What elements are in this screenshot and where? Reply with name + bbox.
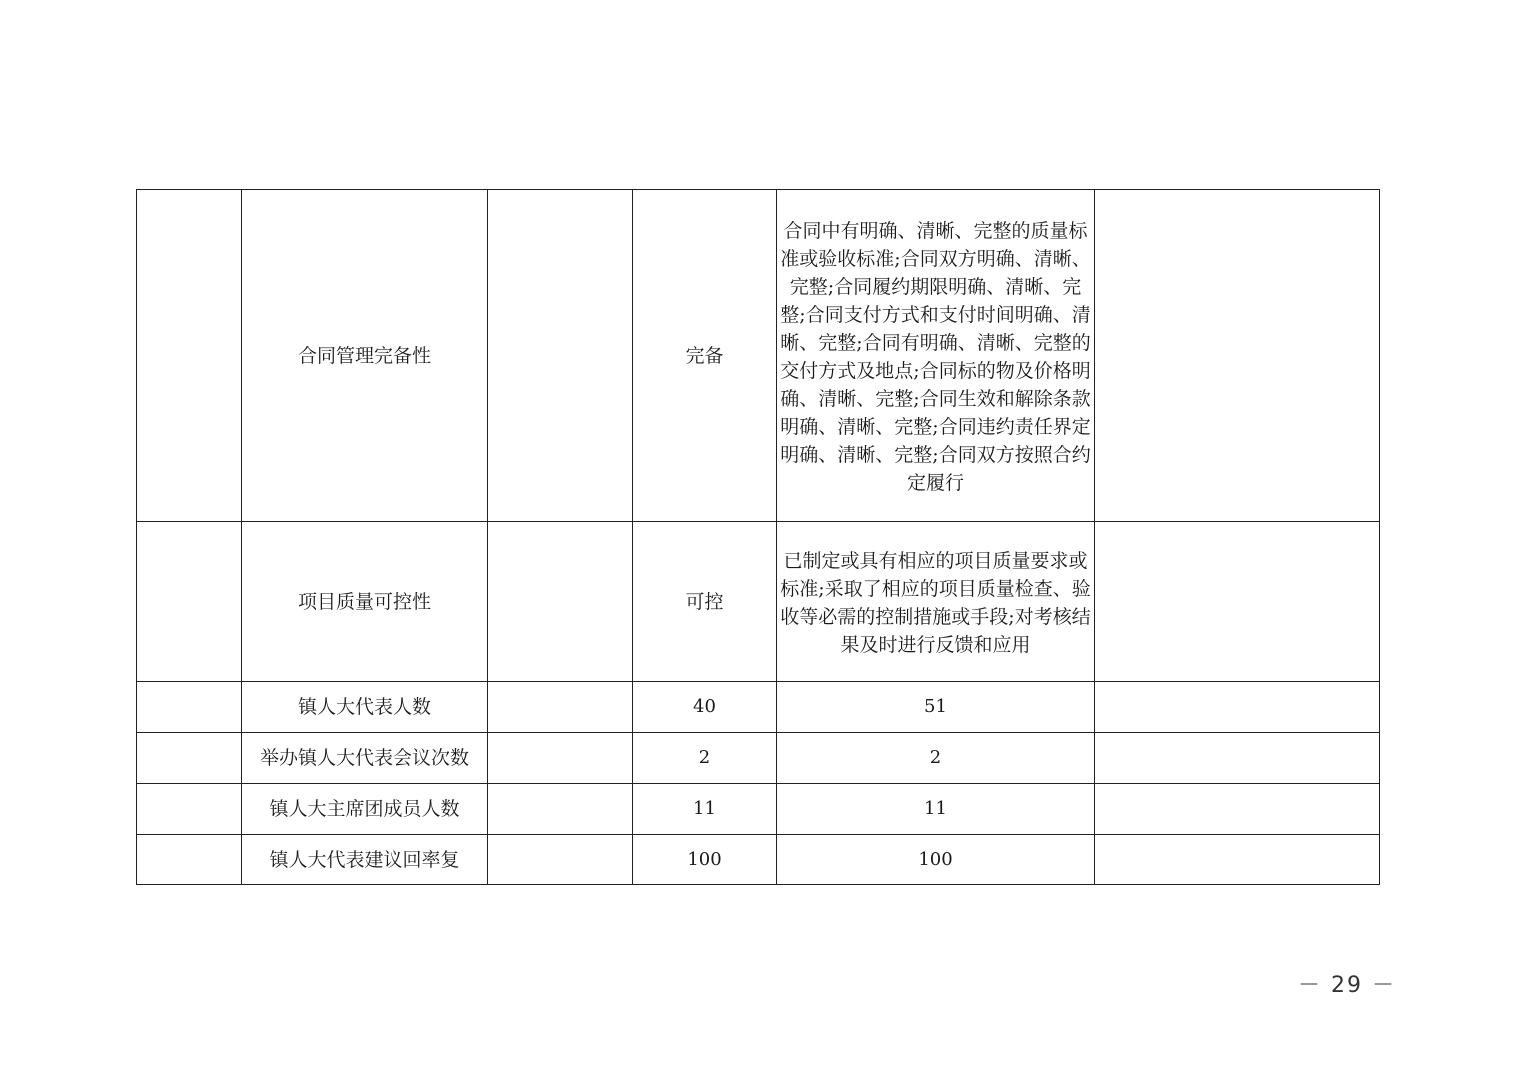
table-row xyxy=(137,522,1380,682)
category-cell xyxy=(137,682,242,733)
blank-cell xyxy=(488,733,633,784)
blank-cell xyxy=(488,190,633,522)
page-number: － 29 － xyxy=(1298,973,1396,998)
indicator-cell: 镇人大代表人数 xyxy=(242,682,488,733)
category-cell xyxy=(137,522,242,682)
note-cell xyxy=(1095,733,1380,784)
target-value-cell: 完备 xyxy=(633,190,777,522)
table-row xyxy=(137,733,1380,784)
note-cell xyxy=(1095,835,1380,885)
category-cell xyxy=(137,733,242,784)
target-value-cell: 40 xyxy=(633,682,777,733)
indicator-cell: 合同管理完备性 xyxy=(242,190,488,522)
category-cell xyxy=(137,835,242,885)
actual-value-cell: 已制定或具有相应的项目质量要求或标准;采取了相应的项目质量检查、验收等必需的控制措施或手段;对考核结果及时进行反馈和应用 xyxy=(777,522,1095,682)
target-value-cell: 2 xyxy=(633,733,777,784)
actual-value-cell: 2 xyxy=(777,733,1095,784)
indicator-cell: 镇人大代表建议回率复 xyxy=(242,835,488,885)
table-row xyxy=(137,190,1380,522)
actual-value-cell: 11 xyxy=(777,784,1095,835)
indicator-cell: 项目质量可控性 xyxy=(242,522,488,682)
actual-value-cell: 100 xyxy=(777,835,1095,885)
note-cell xyxy=(1095,190,1380,522)
indicator-table xyxy=(136,189,1380,885)
indicator-cell: 举办镇人大代表会议次数 xyxy=(242,733,488,784)
note-cell xyxy=(1095,522,1380,682)
blank-cell xyxy=(488,784,633,835)
target-value-cell: 11 xyxy=(633,784,777,835)
blank-cell xyxy=(488,522,633,682)
table-row xyxy=(137,784,1380,835)
table-row xyxy=(137,835,1380,885)
table-row xyxy=(137,682,1380,733)
note-cell xyxy=(1095,682,1380,733)
actual-value-cell: 合同中有明确、清晰、完整的质量标准或验收标准;合同双方明确、清晰、完整;合同履约期限明确、清晰、完整;合同支付方式和支付时间明确、清晰、完整;合同有明确、清晰、完整的交付方式及地点;合同标的物及价格明确、清晰、完整;合同生效和解除条款明确、清晰、完整;合同违约责任界定明确、清晰、完整;合同双方按照合约定履行 xyxy=(777,190,1095,522)
category-cell xyxy=(137,190,242,522)
category-cell xyxy=(137,784,242,835)
target-value-cell: 100 xyxy=(633,835,777,885)
blank-cell xyxy=(488,682,633,733)
actual-value-cell: 51 xyxy=(777,682,1095,733)
target-value-cell: 可控 xyxy=(633,522,777,682)
note-cell xyxy=(1095,784,1380,835)
indicator-cell: 镇人大主席团成员人数 xyxy=(242,784,488,835)
blank-cell xyxy=(488,835,633,885)
